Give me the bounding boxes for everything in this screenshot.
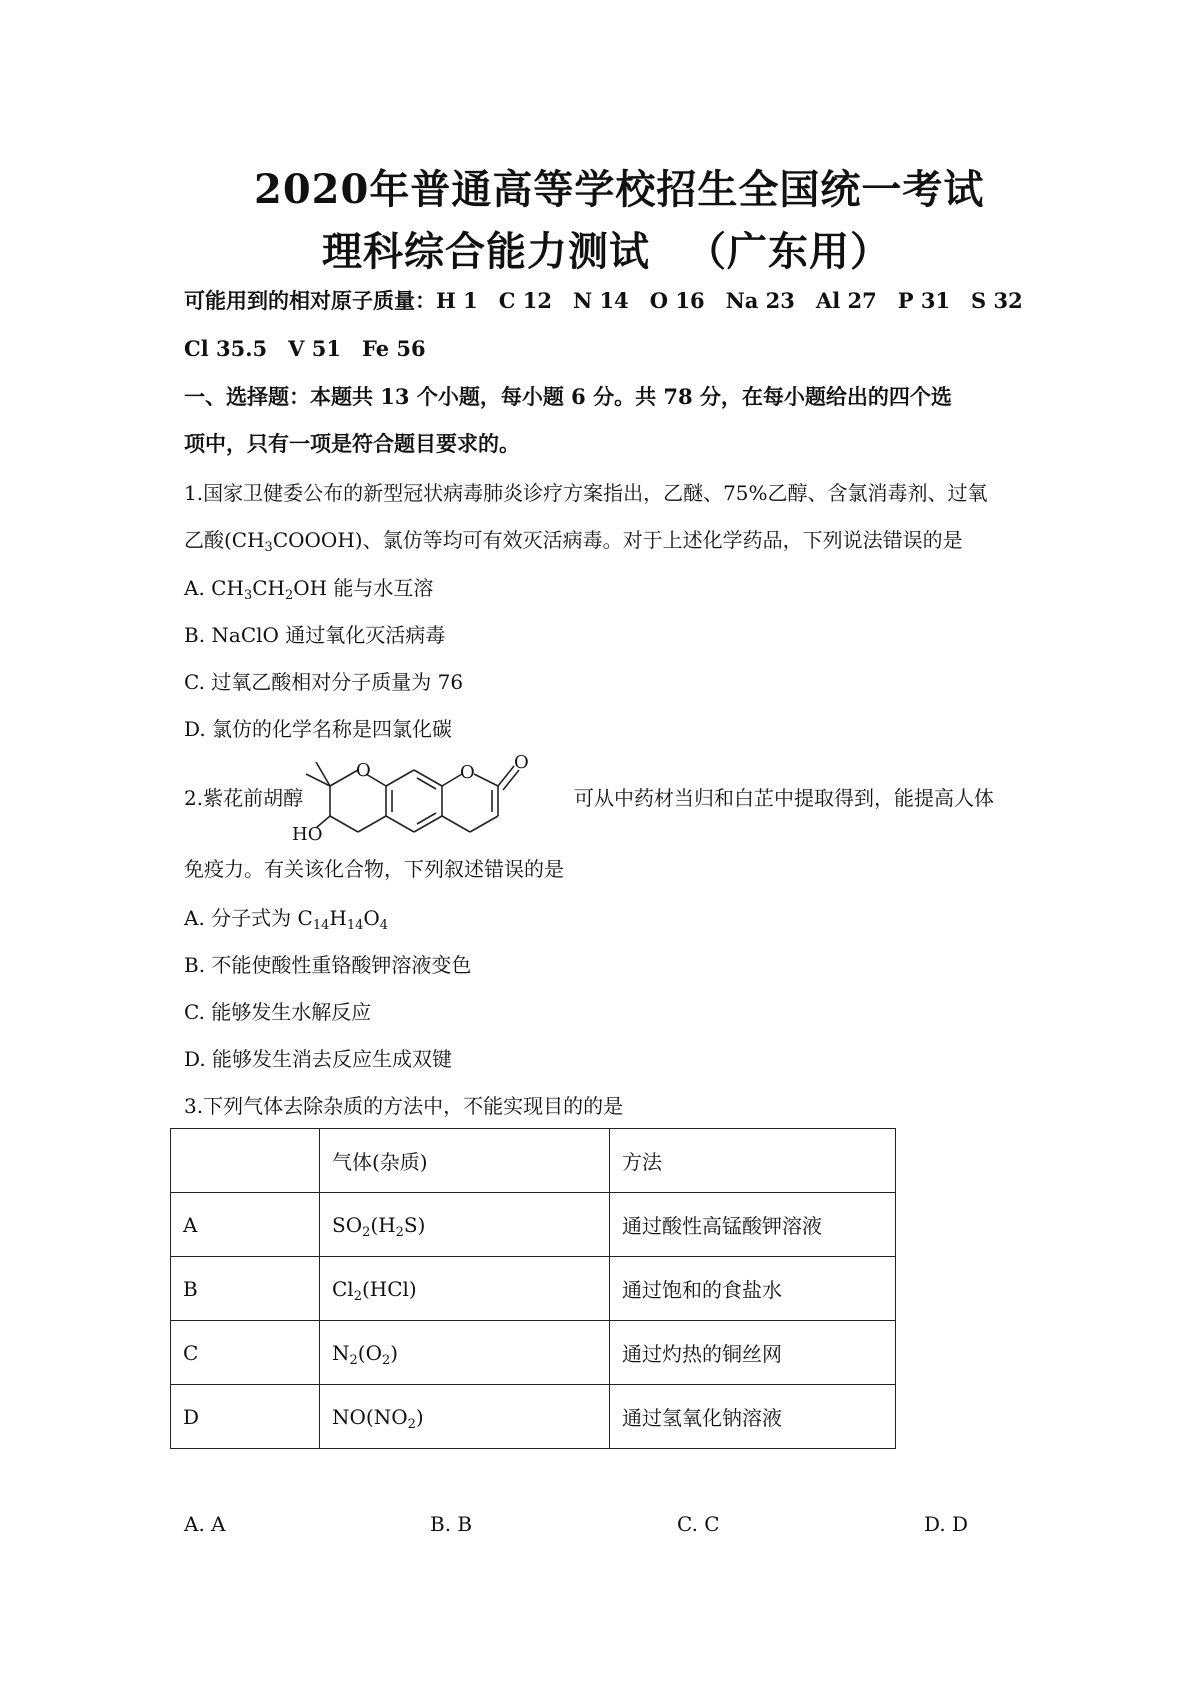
table-row — [171, 1385, 896, 1449]
atomic-masses-line1 — [184, 285, 1023, 315]
molecule-structure-diagram — [292, 752, 572, 845]
region-label: （广东用） — [686, 228, 891, 275]
row-method: 通过灼热的铜丝网 — [610, 1321, 896, 1385]
hydroxyl-label: HO — [292, 824, 323, 845]
q1-option-a: A. $CH_3CH_2OH$ 能与水互溶 — [184, 576, 434, 603]
row-method: 通过酸性高锰酸钾溶液 — [610, 1193, 896, 1257]
q2-option-a: A. 分子式为 $C_{14}H_{14}O_4$ — [184, 906, 389, 933]
section-instructions-line1: 一、选择题：本题共 13 个小题，每小题 6 分。共 78 分，在每小题给出的四个选 — [184, 384, 952, 409]
table-header-method: 方法 — [610, 1129, 896, 1193]
table-header-row — [171, 1129, 896, 1193]
exam-subtitle — [322, 220, 891, 277]
q2-option-b: B. 不能使酸性重铬酸钾溶液变色 — [184, 953, 472, 977]
row-gas: $Cl_2(HCl)$ — [320, 1257, 610, 1321]
row-label: C — [171, 1321, 320, 1385]
exam-title: 2020年普通高等学校招生全国统一考试 — [254, 166, 985, 213]
q3-choice-d: D. D — [924, 1512, 969, 1536]
atomic-masses-label: 可能用到的相对原子质量： — [184, 288, 436, 313]
table-header-gas: 气体(杂质) — [320, 1129, 610, 1193]
table-row — [171, 1193, 896, 1257]
q3-choice-b: B. B — [430, 1512, 473, 1536]
row-gas: $SO_2(H_2S)$ — [320, 1193, 610, 1257]
carbonyl-oxygen-label: O — [514, 752, 529, 773]
row-gas: $N_2(O_2)$ — [320, 1321, 610, 1385]
q2-option-c: C. 能够发生水解反应 — [184, 1000, 372, 1024]
row-label: B — [171, 1257, 320, 1321]
q1-stem-line1: 1.国家卫健委公布的新型冠状病毒肺炎诊疗方案指出，乙醚、75%乙醇、含氯消毒剂、过氧 — [184, 481, 988, 505]
q1-option-c: C. 过氧乙酸相对分子质量为 76 — [184, 670, 464, 694]
q2-stem-post: 可从中药材当归和白芷中提取得到，能提高人体 — [574, 786, 994, 810]
gas-impurity-table — [170, 1128, 896, 1449]
ring-oxygen-label-2: O — [460, 762, 475, 783]
row-label: D — [171, 1385, 320, 1449]
subject-title: 理科综合能力测试 — [322, 228, 650, 275]
q3-stem: 3.下列气体去除杂质的方法中，不能实现目的的是 — [184, 1094, 624, 1118]
q3-choice-a: A. A — [184, 1512, 226, 1536]
row-gas: $NO(NO_2)$ — [320, 1385, 610, 1449]
q2-stem-line2: 免疫力。有关该化合物，下列叙述错误的是 — [184, 857, 564, 881]
table-header-blank — [171, 1129, 320, 1193]
q2-option-d: D. 能够发生消去反应生成双键 — [184, 1047, 453, 1071]
q2-stem-pre: 2.紫花前胡醇 — [184, 786, 304, 810]
table-row — [171, 1321, 896, 1385]
table-row — [171, 1257, 896, 1321]
row-method: 通过饱和的食盐水 — [610, 1257, 896, 1321]
section-instructions-line2: 项中，只有一项是符合题目要求的。 — [184, 431, 520, 456]
q3-choice-c: C. C — [677, 1512, 720, 1536]
row-method: 通过氢氧化钠溶液 — [610, 1385, 896, 1449]
atomic-masses-line2: Cl 35.5 V 51 Fe 56 — [184, 336, 426, 361]
q1-option-d: D. 氯仿的化学名称是四氯化碳 — [184, 717, 453, 741]
row-label: A — [171, 1193, 320, 1257]
ring-oxygen-label-1: O — [356, 760, 371, 781]
q1-stem-line2: 乙酸$(CH_3COOOH)$、氯仿等均可有效灭活病毒。对于上述化学药品，下列说法错误的是 — [184, 528, 963, 555]
q1-option-b: B. NaClO 通过氧化灭活病毒 — [184, 623, 446, 647]
atomic-masses-values: H 1 C 12 N 14 O 16 Na 23 Al 27 P 31 S 32 — [436, 288, 1023, 313]
